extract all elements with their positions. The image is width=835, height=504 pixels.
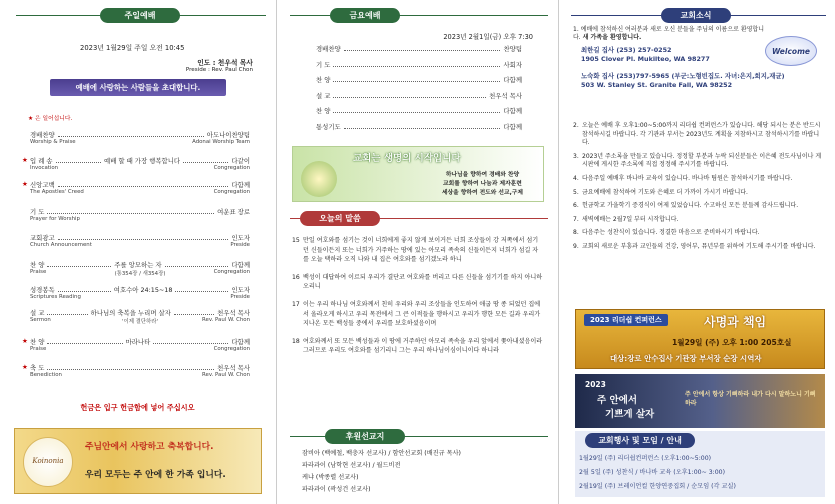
verse-number: 16 bbox=[292, 273, 300, 281]
church-news-header: 교회소식 bbox=[661, 8, 731, 23]
order-item-en: Invocation bbox=[30, 165, 59, 171]
koinonia-line1: 주님안에서 사랑하고 축복합니다. bbox=[85, 442, 214, 452]
vision-graphic bbox=[301, 161, 337, 197]
order-detail: 마라나타 bbox=[125, 338, 151, 346]
order-leader: 다함께 bbox=[231, 338, 250, 346]
list-item: 1월29일 (주) 리더쉽컨퍼런스 (오후1:00~5:00) bbox=[579, 455, 712, 462]
todays-word-header: 오늘의 말씀 bbox=[300, 211, 380, 226]
list-item: 2월 5일 (주) 성찬식 / 바나바 교육 (오후1:00~ 3:00) bbox=[579, 469, 726, 476]
order-item: 찬 양 bbox=[316, 107, 331, 115]
order-leader-en: Congregation bbox=[213, 189, 250, 195]
order-row bbox=[30, 260, 250, 284]
order-detail-sub: '이제 결단하라' bbox=[122, 319, 158, 325]
news-item: 8. 다음주는 성찬식이 있습니다. 정결한 마음으로 준비하시기 바랍니다. bbox=[573, 229, 760, 237]
verse-text: 여호와께서 또 모든 백성들과 이 땅에 거주하던 아모리 족속을 우리 앞에서 쫓아내셨음이라 그러므로 우리도 여호와를 섬기리니 그는 우리 하나님이심이니이다 하니라 bbox=[303, 337, 543, 355]
order-row bbox=[30, 130, 250, 154]
order-leader: 다함께 bbox=[503, 122, 522, 131]
order-item: 설 교 bbox=[316, 91, 331, 100]
order-item: 찬 양 bbox=[30, 338, 45, 346]
koinonia-banner bbox=[14, 428, 262, 494]
news-list bbox=[573, 26, 825, 257]
order-item: 교회광고 bbox=[30, 234, 55, 242]
new-family-address: 1905 Clover Pl. Mukilteo, WA 98277 bbox=[581, 54, 710, 63]
verse bbox=[292, 337, 544, 356]
verse bbox=[292, 236, 544, 265]
verse-number: 18 bbox=[292, 337, 300, 345]
events-list bbox=[579, 452, 736, 494]
order-item: 설 교 bbox=[30, 309, 45, 317]
friday-order-row bbox=[316, 44, 522, 53]
friday-order-row bbox=[316, 122, 522, 131]
stand-note: ★ 은 일어섭니다. bbox=[28, 116, 73, 122]
koinonia-logo bbox=[23, 437, 73, 487]
new-family-name: 노숙화 집사 (253)797-5965 (부군:노형빈집도. 자녀:은지,희지,재균) bbox=[581, 71, 785, 80]
order-leader: 아도나이찬양팀 bbox=[206, 131, 250, 139]
order-item: 입 례 송 bbox=[30, 157, 53, 165]
order-row bbox=[22, 337, 250, 361]
friday-order-row bbox=[316, 60, 522, 69]
order-item: 성경봉독 bbox=[30, 286, 55, 294]
order-leader: 인도자 bbox=[231, 286, 250, 294]
welcome-banner: 예배에 사랑하는 사람들을 초대합니다. bbox=[50, 79, 226, 96]
news-item: 3. 2023년 주소록을 만들고 있습니다. 정정할 부분과 누락 되신분들은 이은혜 전도사님이나 게시판에 게시한 주소록에 직접 정정해 주시기를 바랍니다. bbox=[573, 152, 822, 169]
news-item-1: 1. 예배에 참석하신 여러분과 새로 오신 분들을 주님의 이름으로 환영합니다. 새 가족을 환영합니다. 최한길 집사 (253) 257-0252 1905 Clover Pl. Mukilteo, WA 98277 노숙화 집사 (253)797-5965 (부군:노형빈집도. 자녀:은지,희지,재균) 503 W. Stanley St. Granite Fall, WA 98252 Welcome bbox=[573, 26, 825, 122]
conference-title: 사명과 책임 bbox=[704, 315, 767, 329]
friday-order-row bbox=[316, 106, 522, 115]
list-item: 케냐 (박종렬 선교사) bbox=[302, 474, 359, 481]
motto-line1: 주 안에서 bbox=[597, 395, 638, 406]
order-leader: 찬양팀 bbox=[503, 45, 522, 53]
stand-star-icon: ★ bbox=[22, 363, 28, 371]
news-item: 9. 교회의 새로운 부흥과 교인들의 건강, 영어부, 뮤년부를 위하여 기도해 주시기를 바랍니다. bbox=[573, 242, 816, 250]
order-item: 경배찬양 bbox=[316, 45, 341, 53]
order-item-en: Worship & Praise bbox=[30, 139, 76, 145]
friday-date: 2023년 2월1일(금) 오후 7:30 bbox=[443, 33, 533, 41]
order-row bbox=[22, 156, 251, 180]
verse-text: 이는 우리 하나님 여호와께서 친히 우리와 우리 조상들을 인도하여 애굽 땅 종 되었던 집에서 올라오게 하시고 우리 목전에서 그 큰 이적들을 행하시고 우리가 행한 모든 길과 우리가 지나온 모든 백성들 중에서 우리를 보호하셨음이며 bbox=[303, 300, 541, 328]
order-leader-en: Rev. Paul W. Chon bbox=[202, 372, 250, 378]
order-leader: 다같이 bbox=[231, 157, 251, 165]
order-leader-en: Rev. Paul W. Chon bbox=[202, 317, 250, 323]
column-divider bbox=[276, 0, 277, 504]
order-detail: 예배 할 때 가장 행복합니다 bbox=[104, 157, 181, 165]
order-item: 기 도 bbox=[30, 208, 45, 216]
motto-banner bbox=[575, 374, 825, 428]
order-leader: 다함께 bbox=[231, 181, 250, 189]
verse-text: 만일 여호와를 섬기는 것이 너희에게 좋지 않게 보이거든 너희 조상들이 강 저쪽에서 섬기던 신들이든지 또는 너희가 거주하는 땅에 있는 아모리 족속의 신들이든지 너희가 섬길 자를 오늘 택하라 오직 나와 내 집은 여호와를 섬기겠노라 하니 bbox=[303, 237, 539, 264]
koinonia-line2: 우리 모두는 주 안에 한 가족 입니다. bbox=[85, 470, 226, 480]
order-row bbox=[30, 285, 250, 309]
order-leader-en: Adonai Worship Team bbox=[192, 139, 250, 145]
col3 bbox=[561, 0, 835, 504]
order-leader-en: Preside bbox=[230, 242, 250, 248]
vision-banner bbox=[292, 146, 544, 202]
order-leader-en: Congregation bbox=[213, 346, 250, 352]
order-leader: 사회자 bbox=[503, 60, 522, 69]
conference-target: 대상:장로 안수집사 기관장 부서장 순장 시역자 bbox=[610, 354, 762, 363]
order-row bbox=[22, 363, 250, 387]
news-item: 5. 금요예배에 참석하여 기도와 은혜로 더 가까이 가시기 바랍니다. bbox=[573, 188, 748, 196]
news-item: 4. 다음주일 예배후 바나바 교육이 있습니다. 바나바 팀원은 참석하시기를 바랍니다. bbox=[573, 174, 793, 182]
order-item: 축 도 bbox=[30, 364, 45, 372]
sunday-date: 2023년 1월29일 주일 오전 10:45 bbox=[80, 44, 185, 52]
support-missions-list bbox=[302, 448, 461, 496]
order-leader: 여운표 장로 bbox=[217, 208, 250, 216]
sunday-worship-header: 주일예배 bbox=[100, 8, 180, 23]
stand-star-icon: ★ bbox=[22, 156, 28, 164]
order-leader: 인도자 bbox=[231, 234, 250, 242]
friday-worship-header: 금요예배 bbox=[330, 8, 400, 23]
order-row bbox=[30, 207, 250, 231]
news-item: 6. 헌금학교 가을학기 증경식이 여제 있었습니다. 수고하신 모든 분들께 감사드립니다. bbox=[573, 202, 799, 210]
order-leader: 천우석 목사 bbox=[217, 309, 251, 317]
order-item-en: Benediction bbox=[30, 372, 62, 378]
col2 bbox=[280, 0, 555, 504]
news-item: 2. 오늘은 예배 후 오후1:00~5:00까지 리더쉽 컨퍼런스가 있습니다. 해당 되시는 분은 반드시 참석하시길 바랍니다. 각 기관과 부서는 2023년도 계획을 지참하시고 참석하시기를 바랍니다. bbox=[573, 122, 821, 147]
order-leader: 천우석 목사 bbox=[489, 91, 522, 100]
leadership-conference-banner bbox=[575, 309, 825, 369]
koinonia-logo-text: Koinonia bbox=[32, 457, 64, 465]
verse-number: 17 bbox=[292, 300, 300, 308]
order-item-en: Church Announcement bbox=[30, 242, 92, 248]
column-divider bbox=[558, 0, 559, 504]
vision-title: 교회는 생명의 시작입니다 bbox=[353, 153, 461, 164]
verse bbox=[292, 300, 544, 329]
motto-year: 2023 bbox=[585, 380, 606, 389]
col1 bbox=[0, 0, 275, 504]
list-item: 파라과이 (남학현 선교사) / 월드비전 bbox=[302, 462, 401, 469]
order-detail: 주를 앙모하는 자 bbox=[114, 261, 162, 269]
order-item-en: Scriptures Reading bbox=[30, 294, 81, 300]
scripture-verses bbox=[292, 236, 544, 364]
order-leader: 천우석 목사 bbox=[217, 364, 250, 372]
conference-date: 1월29일 (주) 오후 1:00 205호실 bbox=[672, 338, 792, 347]
vision-lines: 하나님을 향하여 경배와 찬양 교회를 향하여 나눔과 제자훈련 세상을 향하여 전도와 선교,구제 bbox=[441, 172, 523, 196]
order-leader: 다함께 bbox=[503, 107, 522, 115]
conference-tag: 2023 리더쉽 컨퍼런스 bbox=[584, 314, 668, 326]
order-item-en: Praise bbox=[30, 346, 47, 352]
order-item: 기 도 bbox=[316, 60, 331, 69]
verse-number: 15 bbox=[292, 237, 300, 244]
order-item-en: Sermon bbox=[30, 317, 51, 323]
motto-verse: 주 안에서 항상 기뻐하라 내가 다시 말하노니 기뻐하라 bbox=[685, 391, 816, 407]
order-item-en: Praise bbox=[30, 269, 47, 275]
news-item: 7. 새벽예배는 2월7일 부터 시작합니다. bbox=[573, 215, 679, 223]
list-item: 잠비아 (백예철, 백충자 선교사) / 함안선교회 (배진규 목사) bbox=[302, 450, 461, 457]
order-leader: 다함께 bbox=[503, 76, 522, 84]
order-leader-en: Congregation bbox=[213, 269, 250, 275]
events-header: 교회행사 및 모임 / 안내 bbox=[585, 433, 695, 448]
order-item: 통성기도 bbox=[316, 122, 341, 131]
order-item: 찬 양 bbox=[316, 76, 331, 84]
order-item-en: Prayer for Worship bbox=[30, 216, 80, 222]
order-detail: 여호수아 24:15~18 bbox=[113, 286, 173, 294]
new-family-address: 503 W. Stanley St. Granite Fall, WA 98252 bbox=[581, 80, 733, 89]
order-item: 찬 양 bbox=[30, 261, 45, 269]
offering-note: 헌금은 입구 헌금함에 넣어 주십시오 bbox=[80, 403, 195, 412]
friday-order-row bbox=[316, 75, 522, 84]
order-detail-sub: (통354장 / 새354장) bbox=[114, 271, 166, 277]
order-item-en: The Apostles' Creed bbox=[30, 189, 84, 195]
sunday-leader-en: Preside : Rev. Paul Chon bbox=[185, 67, 253, 73]
verse-text: 백성이 대답하여 이르되 우리가 결단코 여호와를 버리고 다른 신들을 섬기기를 하지 아니하오리니 bbox=[303, 273, 543, 291]
order-leader-en: Congregation bbox=[213, 165, 250, 171]
sunday-leader: 인도 : 천우석 목사 bbox=[197, 59, 253, 67]
list-item: 파라과이 (곽성건 선교사) bbox=[302, 486, 371, 493]
support-missions-header: 후원선교지 bbox=[325, 429, 405, 444]
stand-star-icon: ★ bbox=[22, 337, 28, 345]
friday-order-row bbox=[316, 91, 522, 100]
new-family-name: 최한길 집사 (253) 257-0252 bbox=[581, 45, 672, 54]
order-row bbox=[30, 233, 250, 257]
order-row bbox=[22, 180, 250, 204]
order-leader-en: Preside bbox=[230, 294, 250, 300]
motto-line2: 기쁘게 살자 bbox=[605, 409, 655, 420]
order-item: 신앙고백 bbox=[30, 181, 55, 189]
order-row bbox=[30, 308, 250, 332]
order-detail: 하나님의 축복을 누리며 살자 bbox=[90, 309, 171, 317]
order-item: 경배찬양 bbox=[30, 131, 55, 139]
order-leader: 다함께 bbox=[231, 261, 251, 269]
verse bbox=[292, 273, 544, 292]
list-item: 2월19일 (주) 브레이언컬 한양연중집회 / 순모임 (각 교실) bbox=[579, 483, 736, 490]
stand-star-icon: ★ bbox=[22, 180, 28, 188]
welcome-badge: Welcome bbox=[765, 36, 817, 66]
